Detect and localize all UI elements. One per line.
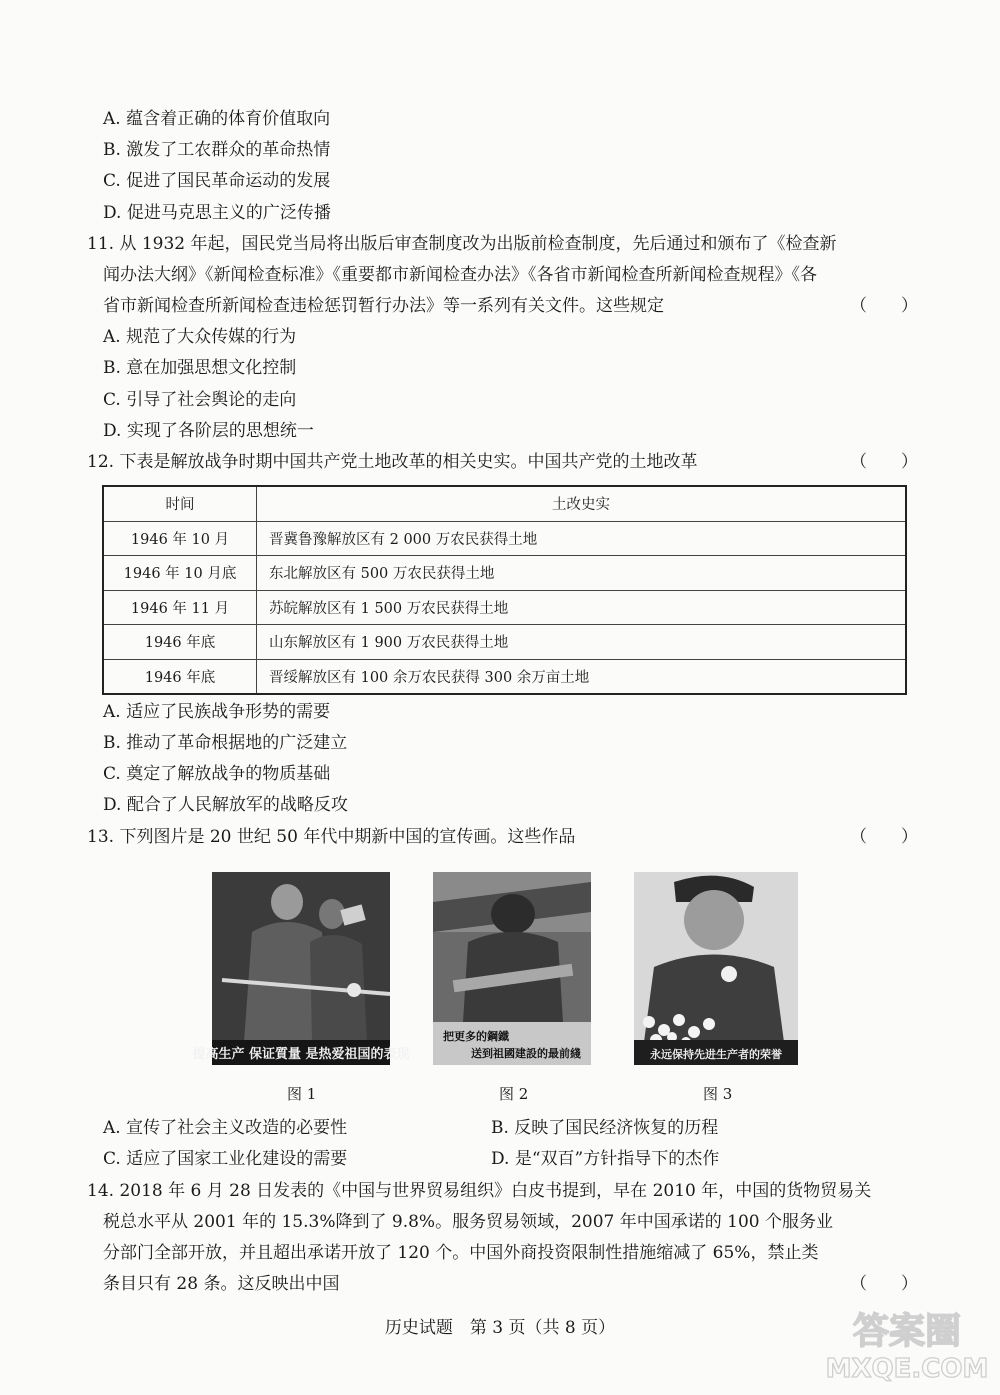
table-cell-fact: 山东解放区有 1 900 万农民获得土地: [257, 625, 907, 660]
q11-option-c: C. 引导了社会舆论的走向: [103, 390, 297, 410]
table-row: [103, 556, 906, 591]
q13-answer-paren: （ ）: [850, 827, 918, 847]
watermark-logo: [822, 1305, 992, 1385]
q10-option-d: D. 促进马克思主义的广泛传播: [103, 203, 331, 223]
poster-2-slogan-line2: 送到祖國建設的最前綫: [471, 1047, 581, 1060]
q12-option-c: C. 奠定了解放战争的物质基础: [103, 764, 331, 784]
q12-stem: 12. 下表是解放战争时期中国共产党土地改革的相关史实。中国共产党的土地改革: [87, 452, 698, 472]
figure-2-caption: 图 2: [499, 1085, 529, 1103]
q14-stem-line4: 条目只有 28 条。这反映出中国: [103, 1274, 340, 1294]
table-cell-fact: 晋绥解放区有 100 余万农民获得 300 余万亩土地: [257, 659, 907, 694]
poster-3-slogan: 永远保持先进生产者的荣誉: [650, 1048, 782, 1061]
q13-option-c: C. 适应了国家工业化建设的需要: [103, 1149, 348, 1169]
q12-option-a: A. 适应了民族战争形势的需要: [103, 702, 331, 722]
figure-3-caption: 图 3: [703, 1085, 733, 1103]
q12-option-d: D. 配合了人民解放军的战略反攻: [103, 795, 348, 815]
q13-stem: 13. 下列图片是 20 世纪 50 年代中期新中国的宣传画。这些作品: [87, 827, 576, 847]
poster-figure-2: [433, 872, 591, 1065]
watermark-line1: 答案圈: [852, 1311, 962, 1352]
q14-answer-paren: （ ）: [850, 1274, 918, 1294]
table-header-row: [103, 486, 906, 521]
q12-option-b: B. 推动了革命根据地的广泛建立: [103, 733, 348, 753]
poster-figure-1: [192, 872, 410, 1065]
table-cell-fact: 苏皖解放区有 1 500 万农民获得土地: [257, 590, 907, 625]
table-cell-fact: 晋冀鲁豫解放区有 2 000 万农民获得土地: [257, 521, 907, 556]
poster-1-slogan: 提高生产 保证質量 是热爱祖国的表现: [192, 1047, 410, 1062]
table-cell-time: 1946 年 10 月底: [103, 556, 257, 591]
table-cell-time: 1946 年底: [103, 659, 257, 694]
q11-option-a: A. 规范了大众传媒的行为: [103, 327, 297, 347]
q11-stem-line1: 11. 从 1932 年起，国民党当局将出版后审查制度改为出版前检查制度，先后通过和颁布了《检查新: [87, 234, 837, 254]
table-header-facts: 土改史实: [257, 486, 907, 521]
table-cell-fact: 东北解放区有 500 万农民获得土地: [257, 556, 907, 591]
q13-option-a: A. 宣传了社会主义改造的必要性: [103, 1118, 348, 1138]
table-row: [103, 659, 906, 694]
q13-option-b: B. 反映了国民经济恢复的历程: [491, 1118, 719, 1138]
poster-figure-3: [634, 872, 798, 1065]
land-reform-table: [102, 485, 907, 695]
table-cell-time: 1946 年底: [103, 625, 257, 660]
page-footer: 历史试题 第 3 页（共 8 页）: [384, 1318, 616, 1338]
q11-option-b: B. 意在加强思想文化控制: [103, 358, 297, 378]
figure-1-caption: 图 1: [287, 1085, 317, 1103]
q10-option-a: A. 蕴含着正确的体育价值取向: [103, 109, 331, 129]
q14-stem-line2: 税总水平从 2001 年的 15.3%降到了 9.8%。服务贸易领域，2007 年中国承诺的 100 个服务业: [103, 1212, 833, 1232]
q11-stem-line3: 省市新闻检查所新闻检查违检惩罚暂行办法》等一系列有关文件。这些规定: [103, 296, 664, 316]
q14-stem-line3: 分部门全部开放，并且超出承诺开放了 120 个。中国外商投资限制性措施缩减了 65%，禁止类: [103, 1243, 819, 1263]
table-cell-time: 1946 年 10 月: [103, 521, 257, 556]
table-cell-time: 1946 年 11 月: [103, 590, 257, 625]
q10-option-c: C. 促进了国民革命运动的发展: [103, 171, 331, 191]
table-row: [103, 590, 906, 625]
table-row: [103, 521, 906, 556]
q11-stem-line2: 闻办法大纲》《新闻检查标准》《重要都市新闻检查办法》《各省市新闻检查所新闻检查规程》《各: [103, 265, 817, 285]
table-row: [103, 625, 906, 660]
q14-stem-line1: 14. 2018 年 6 月 28 日发表的《中国与世界贸易组织》白皮书提到，早在 2010 年，中国的货物贸易关: [87, 1181, 872, 1201]
q13-option-d: D. 是“双百”方针指导下的杰作: [491, 1149, 720, 1169]
q10-option-b: B. 激发了工农群众的革命热情: [103, 140, 331, 160]
table-header-time: 时间: [103, 486, 257, 521]
q12-answer-paren: （ ）: [850, 452, 918, 472]
poster-2-slogan-line1: 把更多的鋼鐵: [443, 1030, 509, 1043]
watermark-line2: MXQE.COM: [825, 1354, 989, 1384]
q11-answer-paren: （ ）: [850, 296, 918, 316]
q11-option-d: D. 实现了各阶层的思想统一: [103, 421, 314, 441]
